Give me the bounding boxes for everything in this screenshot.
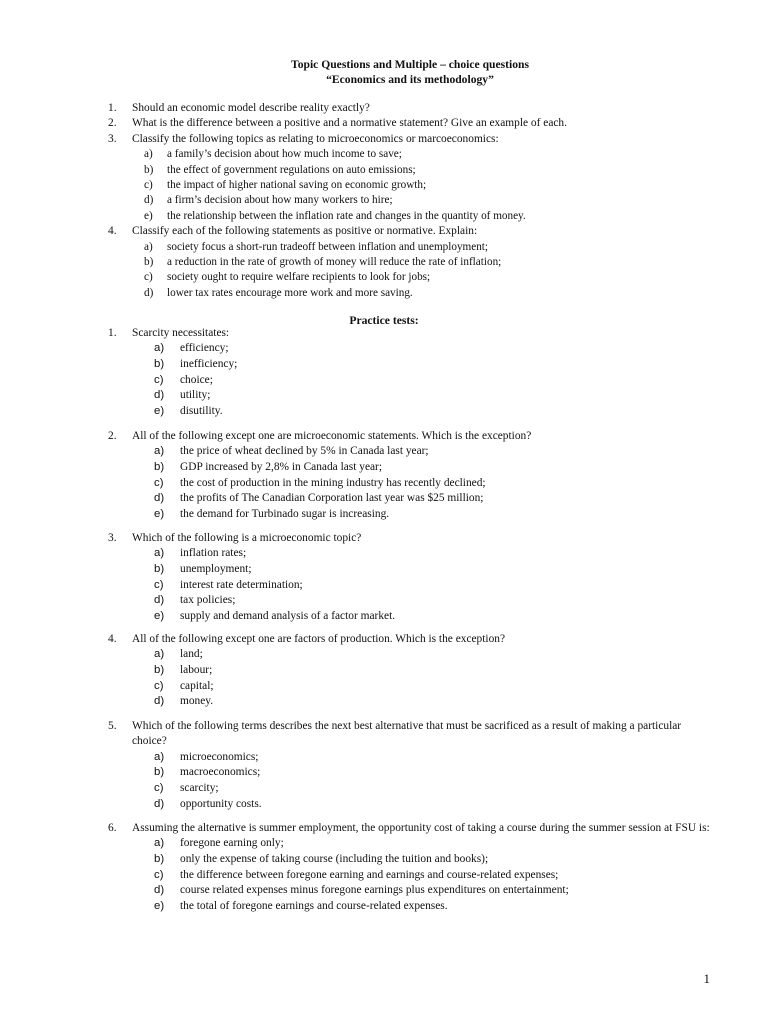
option-letter: a)	[154, 837, 165, 850]
answer-option	[108, 836, 718, 852]
practice-question-stem	[108, 632, 718, 647]
title-line-2: “Economics and its methodology”	[326, 72, 494, 86]
topic-questions	[108, 101, 728, 301]
practice-question-stem	[108, 326, 718, 341]
sub-text: society ought to require welfare recipients to look for jobs;	[167, 271, 431, 284]
option-text: supply and demand analysis of a factor market.	[180, 609, 396, 622]
question-number: 2.	[108, 430, 117, 442]
option-text: macroeconomics;	[180, 766, 261, 779]
sub-text: the effect of government regulations on auto emissions;	[167, 163, 416, 176]
sub-letter: b)	[144, 163, 154, 176]
sub-item	[108, 147, 728, 162]
sub-text: society focus a short-run tradeoff between inflation and unemployment;	[167, 240, 489, 253]
option-text: money.	[180, 695, 214, 708]
practice-question	[108, 429, 718, 522]
answer-option	[108, 609, 718, 625]
sub-letter: b)	[144, 256, 154, 269]
question-text: Scarcity necessitates:	[132, 327, 230, 339]
question-text: All of the following except one are microeconomic statements. Which is the exception?	[132, 430, 532, 442]
option-letter: e)	[154, 609, 165, 622]
answer-option	[108, 404, 718, 420]
option-letter: c)	[154, 373, 164, 386]
option-letter: a)	[154, 750, 165, 763]
option-text: choice;	[180, 373, 213, 386]
sub-letter: a)	[144, 148, 153, 161]
option-text: utility;	[180, 389, 211, 402]
sub-letter: e)	[144, 209, 153, 222]
option-text: foregone earning only;	[180, 837, 284, 850]
topic-question	[108, 116, 728, 131]
option-text: the price of wheat declined by 5% in Canada last year;	[180, 445, 429, 458]
answer-option	[108, 341, 718, 357]
option-text: the difference between foregone earning and earnings and course-related expenses;	[180, 868, 559, 881]
option-text: only the expense of taking course (including the tuition and books);	[180, 853, 489, 865]
practice-question	[108, 326, 718, 419]
question-number: 3.	[108, 532, 117, 544]
option-letter: d)	[154, 389, 165, 402]
page-number: 1	[703, 970, 710, 986]
option-text: disutility.	[180, 404, 223, 417]
answer-option	[108, 679, 718, 695]
option-text: efficiency;	[180, 342, 229, 355]
answer-option	[108, 373, 718, 389]
option-text: the demand for Turbinado sugar is increasing.	[180, 507, 390, 520]
sub-item	[108, 286, 728, 301]
answer-option	[108, 388, 718, 404]
answer-option	[108, 593, 718, 609]
sub-text: a family’s decision about how much income to save;	[167, 148, 402, 161]
answer-option	[108, 883, 718, 899]
practice-question	[108, 632, 718, 710]
title-line-1: Topic Questions and Multiple – choice questions	[291, 58, 529, 71]
topic-question	[108, 101, 728, 116]
option-letter: c)	[154, 868, 164, 881]
practice-heading: Practice tests:	[349, 314, 419, 327]
answer-option	[108, 868, 718, 884]
option-letter: b)	[154, 358, 165, 370]
option-text: the total of foregone earnings and course-related expenses.	[180, 899, 448, 912]
sub-item	[108, 255, 728, 270]
option-letter: b)	[154, 563, 165, 575]
option-text: tax policies;	[180, 594, 236, 607]
question-number: 4.	[108, 633, 117, 645]
practice-question-stem	[108, 719, 718, 750]
sub-letter: a)	[144, 240, 153, 253]
answer-option	[108, 578, 718, 594]
sub-item	[108, 270, 728, 285]
option-letter: d)	[154, 797, 165, 810]
practice-question-stem	[108, 531, 718, 546]
practice-question-stem	[108, 429, 718, 444]
option-letter: e)	[154, 899, 165, 912]
answer-option	[108, 781, 718, 797]
answer-option	[108, 460, 718, 476]
answer-option	[108, 852, 718, 868]
option-text: inflation rates;	[180, 547, 247, 560]
sub-item	[108, 163, 728, 178]
answer-option	[108, 750, 718, 766]
practice-question	[108, 719, 718, 812]
sub-letter: d)	[144, 286, 154, 299]
answer-option	[108, 765, 718, 781]
option-text: opportunity costs.	[180, 797, 262, 810]
question-number: 1.	[108, 102, 117, 114]
question-text: Which of the following terms describes the next best alternative that must be sacrificed as a result of making a particular choice?	[132, 720, 682, 748]
option-text: interest rate determination;	[180, 578, 303, 591]
option-text: labour;	[180, 664, 213, 676]
option-letter: b)	[154, 766, 165, 779]
sub-item	[108, 209, 728, 224]
question-text: Assuming the alternative is summer employment, the opportunity cost of taking a course during the summer session at FSU is:	[132, 822, 710, 834]
sub-text: lower tax rates encourage more work and more saving.	[167, 286, 413, 299]
sub-letter: c)	[144, 179, 153, 192]
option-text: unemployment;	[180, 563, 252, 575]
option-letter: c)	[154, 578, 164, 591]
sub-item	[108, 240, 728, 255]
question-text: What is the difference between a positive and a normative statement? Give an example of each.	[132, 117, 567, 130]
answer-option	[108, 562, 718, 578]
option-text: course related expenses minus foregone earnings plus expenditures on entertainment;	[180, 884, 569, 897]
sub-text: a reduction in the rate of growth of money will reduce the rate of inflation;	[167, 256, 502, 269]
sub-item	[108, 193, 728, 208]
question-number: 2.	[108, 117, 117, 130]
option-text: the cost of production in the mining industry has recently declined;	[180, 476, 486, 489]
sub-letter: c)	[144, 271, 153, 284]
option-letter: a)	[154, 547, 165, 560]
option-letter: a)	[154, 445, 165, 458]
question-text: All of the following except one are factors of production. Which is the exception?	[132, 633, 506, 645]
option-letter: b)	[154, 461, 165, 473]
practice-question-stem	[108, 821, 718, 836]
option-letter: c)	[154, 476, 164, 489]
option-text: inefficiency;	[180, 358, 238, 370]
answer-option	[108, 357, 718, 373]
document-title	[0, 58, 768, 87]
option-letter: b)	[154, 664, 165, 676]
question-number: 6.	[108, 822, 117, 834]
option-letter: a)	[154, 342, 165, 355]
option-text: scarcity;	[180, 782, 219, 794]
answer-option	[108, 647, 718, 663]
answer-option	[108, 694, 718, 710]
question-number: 3.	[108, 132, 117, 145]
option-letter: c)	[154, 782, 164, 794]
sub-item	[108, 178, 728, 193]
option-letter: b)	[154, 853, 165, 865]
sub-text: a firm’s decision about how many workers to hire;	[167, 194, 393, 207]
option-text: land;	[180, 648, 203, 661]
question-text: Should an economic model describe reality exactly?	[132, 102, 370, 114]
option-letter: a)	[154, 648, 165, 661]
option-letter: d)	[154, 594, 165, 607]
option-letter: e)	[154, 404, 165, 417]
sub-letter: d)	[144, 194, 154, 207]
question-number: 1.	[108, 327, 117, 339]
topic-question	[108, 132, 728, 147]
topic-question	[108, 224, 728, 239]
option-letter: e)	[154, 507, 165, 520]
option-text: capital;	[180, 679, 214, 692]
answer-option	[108, 899, 718, 915]
answer-option	[108, 476, 718, 492]
option-text: microeconomics;	[180, 750, 259, 763]
option-text: the profits of The Canadian Corporation last year was $25 million;	[180, 492, 484, 505]
answer-option	[108, 491, 718, 507]
question-text: Which of the following is a microeconomic topic?	[132, 532, 362, 544]
answer-option	[108, 546, 718, 562]
option-letter: d)	[154, 884, 165, 897]
answer-option	[108, 507, 718, 523]
sub-text: the impact of higher national saving on economic growth;	[167, 179, 427, 192]
option-text: GDP increased by 2,8% in Canada last year;	[180, 461, 383, 473]
answer-option	[108, 444, 718, 460]
answer-option	[108, 797, 718, 813]
option-letter: c)	[154, 679, 164, 692]
question-text: Classify the following topics as relating to microeconomics or marcoeconomics:	[132, 132, 499, 145]
practice-question	[108, 821, 718, 914]
question-number: 4.	[108, 225, 117, 238]
sub-text: the relationship between the inflation rate and changes in the quantity of money.	[167, 209, 526, 222]
practice-question	[108, 531, 718, 624]
question-number: 5.	[108, 720, 117, 732]
answer-option	[108, 663, 718, 679]
option-letter: d)	[154, 492, 165, 505]
question-text: Classify each of the following statements as positive or normative. Explain:	[132, 225, 478, 238]
option-letter: d)	[154, 695, 165, 708]
